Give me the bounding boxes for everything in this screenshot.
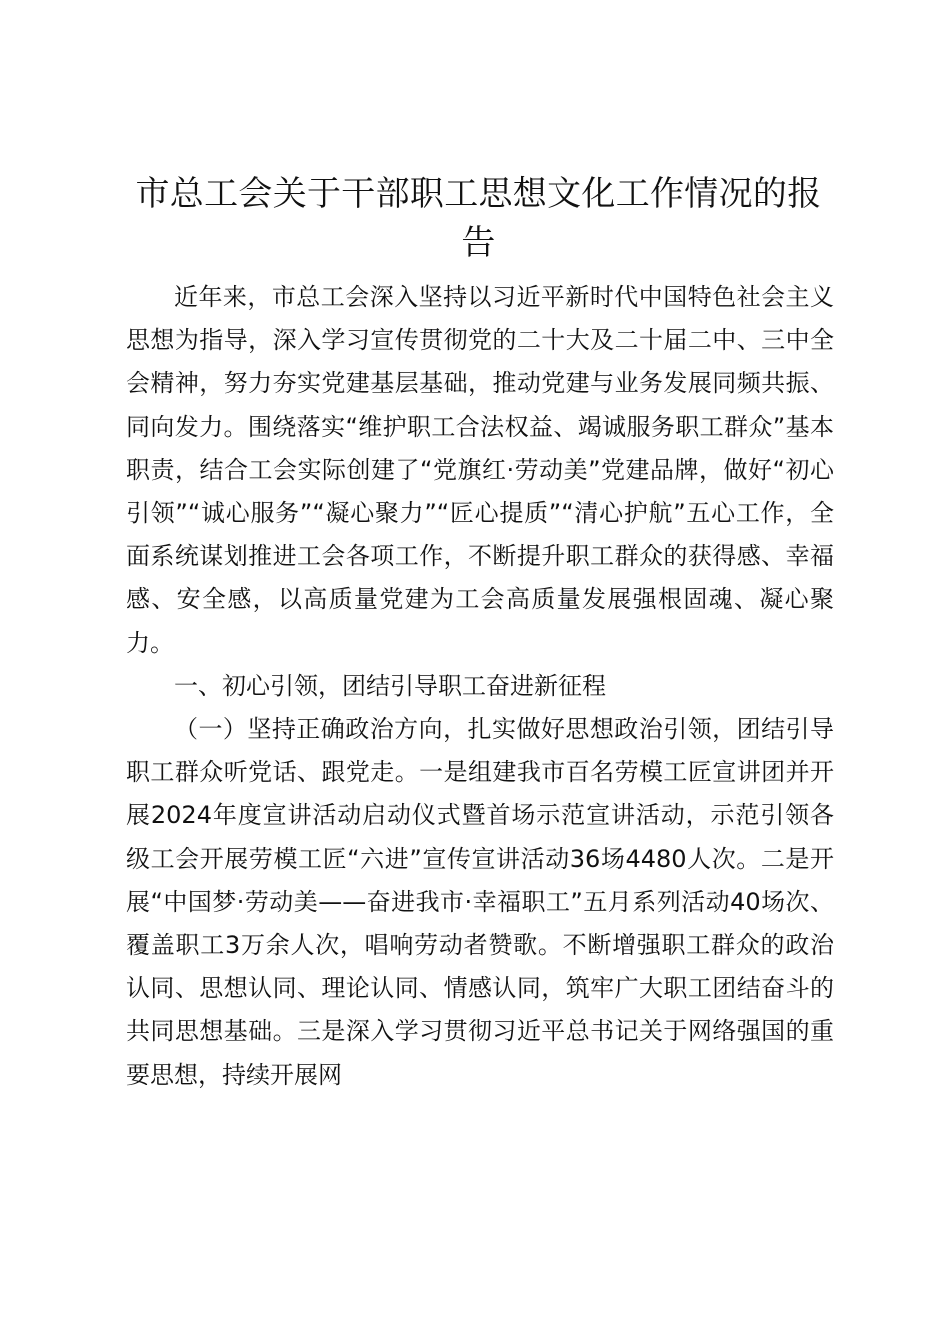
subsection-paragraph-1: （一）坚持正确政治方向，扎实做好思想政治引领，团结引导职工群众听党话、跟党走。一是组建我市百名劳模工匠宣讲团并开展2024年度宣讲活动启动仪式暨首场示范宣讲活动，示范引领各级工会开展劳模工匠“六进”宣传宣讲活动36场4480人次。二是开展“中国梦·劳动美——奋进我市·幸福职工”五月系列活动40场次、覆盖职工3万余人次，唱响劳动者赞歌。不断增强职工群众的政治认同、思想认同、理论认同、情感认同，筑牢广大职工团结奋斗的共同思想基础。三是深入学习贯彻习近平总书记关于网络强国的重要思想，持续开展网 (126, 715, 834, 1089)
document-body (126, 276, 834, 1097)
document-title: 市总工会关于干部职工思想文化工作情况的报告 (135, 174, 822, 263)
intro-paragraph: 近年来，市总工会深入坚持以习近平新时代中国特色社会主义思想为指导，深入学习宣传贯彻党的二十大及二十届二中、三中全会精神，努力夯实党建基层基础，推动党建与业务发展同频共振、同向发力。围绕落实“维护职工合法权益、竭诚服务职工群众”基本职责，结合工会实际创建了“党旗红·劳动美”党建品牌，做好“初心引领”“诚心服务”“凝心聚力”“匠心提质”“清心护航”五心工作，全面系统谋划推进工会各项工作，不断提升职工群众的获得感、幸福感、安全感，以高质量党建为工会高质量发展强根固魂、凝心聚力。 (126, 283, 834, 657)
section-heading-1: 一、初心引领，团结引导职工奋进新征程 (174, 671, 606, 700)
